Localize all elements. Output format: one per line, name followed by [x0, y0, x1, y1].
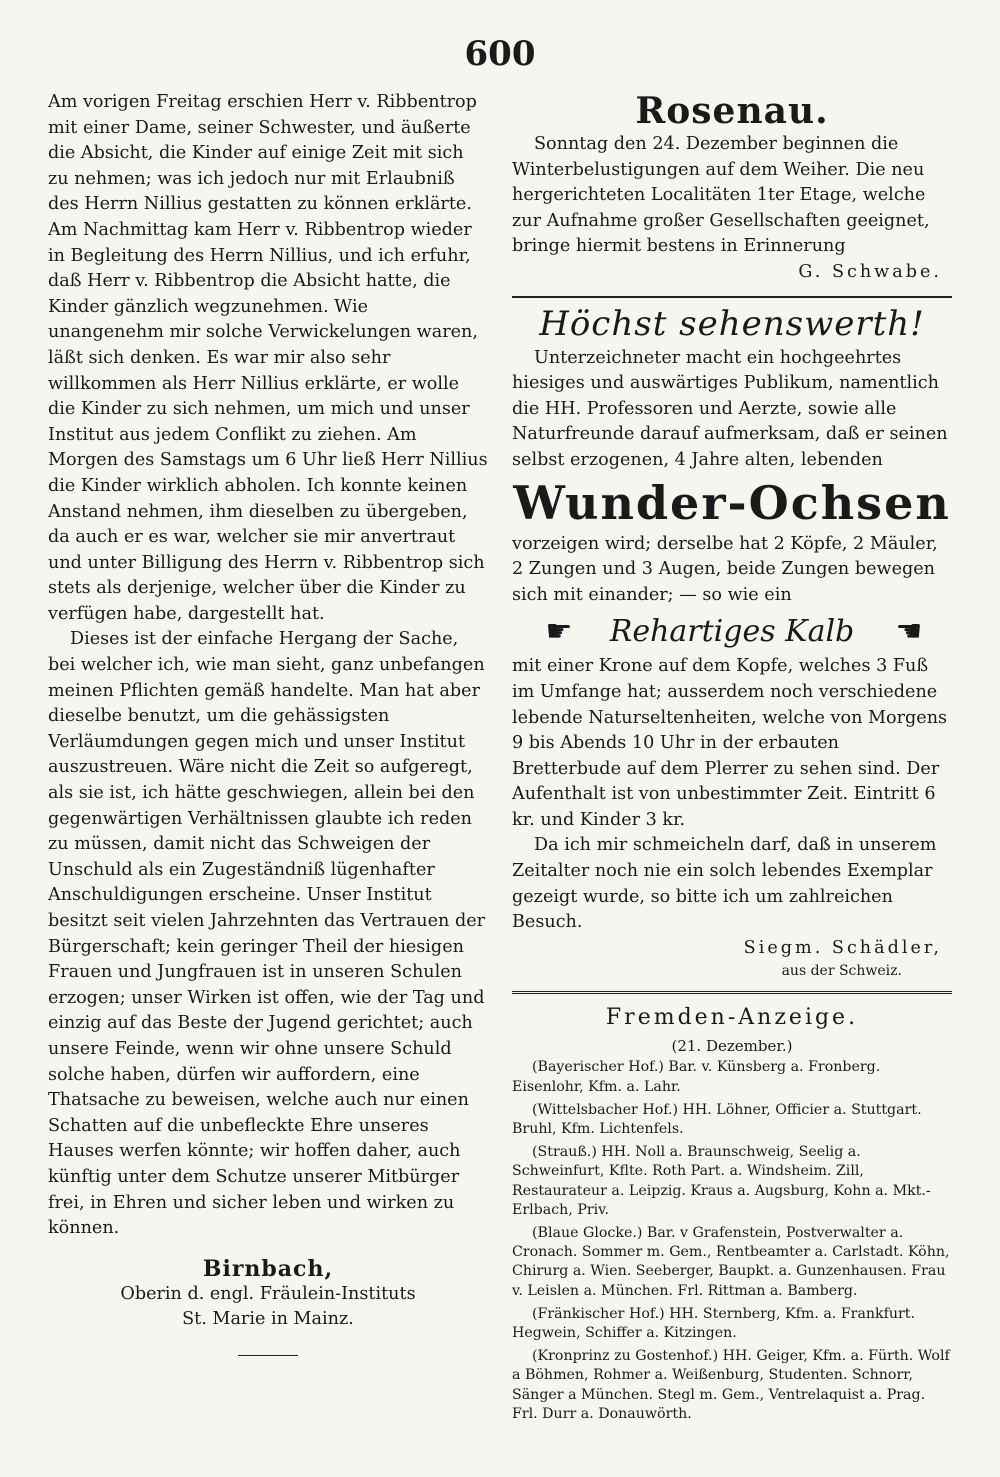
signature-place: St. Marie in Mainz. [182, 1309, 354, 1330]
wonder-ox-title: Wunder-Ochsen [513, 475, 951, 530]
list-item: (Wittelsbacher Hof.) HH. Löhner, Officier a. Stuttgart. Bruhl, Kfm. Lichtenfels. [512, 1101, 922, 1138]
exhibit-signature: Siegm. Schädler, [743, 937, 942, 958]
exhibit-title: Höchst sehenswerth! [539, 303, 925, 344]
calf-title: Rehartiges Kalb [609, 613, 855, 649]
right-column [512, 90, 952, 1428]
foreign-notice-date: (21. Dezember.) [671, 1037, 793, 1056]
rosenau-text: Sonntag den 24. Dezember beginnen die Winterbelustigungen auf dem Weiher. Die neu hergerichteten Localitäten 1ter Etage, welche zur Aufnahme großer Gesellschaften geeignet, bringe hiermit bestens in Erinnerung [512, 134, 930, 257]
list-item: (Blaue Glocke.) Bar. v Grafenstein, Postverwalter a. Cronach. Sommer m. Gem., Rentbeamter a. Carlstadt. Köhn, Chirurg a. Wien. Seeberger, Baupkt. a. Gunzenhausen. Frau v. Leislen a. München. Frl. Rittman a. Bamberg. [512, 1225, 950, 1299]
article-paragraph-2: Dieses ist der einfache Hergang der Sache, bei welcher ich, wie man sieht, ganz unbefangen meinen Pflichten gemäß handelte. Man hat aber dieselbe benutzt, um die gehässigsten Verläumdungen gegen mich und unser Institut auszustreuen. Wäre nicht die Zeit so aufgeregt, als sie ist, ich hätte geschwiegen, allein bei den gegenwärtigen Verhältnissen glaubte ich reden zu müssen, damit nicht das Schweigen der Unschuld als ein Zugeständniß lügenhafter Anschuldigungen erscheine. Unser Institut besitzt seit vielen Jahrzehnten das Vertrauen der Bürgerschaft; kein geringer Theil der hiesigen Frauen und Jungfrauen ist in unseren Schulen erzogen; unser Wirken ist offen, wie der Tag und einzig auf das Beste der Jugend gerichtet; auch unsere Feinde, wenn wir ohne unsere Schuld solche haben, dürfen wir auffordern, eine Thatsache zu beweisen, welche auch nur einen Schatten auf die unbefleckte Ehre unseres Hauses werfen könnte; wir hoffen daher, auch künftig unter dem Schutze unserer Mitbürger frei, in Ehren und sicher leben und wirken zu können. [48, 629, 486, 1239]
foreign-notice-title: Fremden-Anzeige. [605, 1005, 859, 1031]
list-item: (Bayerischer Hof.) Bar. v. Künsberg a. Fronberg. Eisenlohr, Kfm. a. Lahr. [512, 1059, 881, 1095]
list-item: (Fränkischer Hof.) HH. Sternberg, Kfm. a. Frankfurt. Hegwein, Schiffer a. Kitzingen. [512, 1305, 916, 1342]
exhibit-signature-note: aus der Schweiz. [781, 963, 902, 980]
page-number: 600 [464, 34, 536, 74]
exhibit-text-1: Unterzeichneter macht ein hochgeehrtes hiesiges und auswärtiges Publikum, namentlich die HH. Professoren und Aerzte, sowie alle Naturfreunde darauf aufmerksam, daß er seinen selbst erzogenen, 4 Jahre alten, lebenden [512, 347, 948, 470]
article-body [48, 90, 488, 1242]
divider-2 [512, 991, 952, 994]
calf-heading [512, 608, 952, 654]
article-signature [48, 1256, 488, 1356]
foreign-notice-list [512, 1058, 952, 1424]
list-item: (Strauß.) HH. Noll a. Braunschweig, Seelig a. Schweinfurt, Kfltе. Roth Part. a. Windsheim. Zill, Restaurateur a. Leipzig. Kraus a. Augsburg, Kohn a. Mkt.-Erlbach, Priv. [512, 1144, 931, 1218]
pointing-hand-right-icon: ☛ [545, 613, 569, 649]
exhibit-text-2: vorzeigen wird; derselbe hat 2 Köpfe, 2 Mäuler, 2 Zungen und 3 Augen, beide Zungen bewegen sich mit einander; — so wie ein [512, 533, 938, 605]
exhibit-text-4: Da ich mir schmeicheln darf, daß in unserem Zeitalter noch nie ein solch lebendes Exemplar gezeigt wurde, so bitte ich um zahlreichen Besuch. [512, 835, 937, 933]
rosenau-title: Rosenau. [635, 90, 829, 132]
signature-name: Birnbach, [202, 1255, 334, 1282]
pointing-hand-left-icon: ☚ [895, 613, 919, 649]
closing-rule [238, 1355, 298, 1356]
exhibit-text-3: mit einer Krone auf dem Kopfe, welches 3 Fuß im Umfange hat; ausserdem noch verschiedene lebende Naturseltenheiten, welche von Morgens 9 bis Abends 10 Uhr in der erbauten Bretterbude auf dem Plerrer zu sehen sind. Der Aufenthalt ist von unbestimmter Zeit. Eintritt 6 kr. und Kinder 3 kr. [512, 656, 948, 830]
signature-title: Oberin d. engl. Fräulein-Instituts [120, 1283, 416, 1304]
rosenau-signature: G. Schwabe. [798, 261, 942, 282]
left-column [48, 90, 488, 1356]
list-item: (Kronprinz zu Gostenhof.) HH. Geiger, Kfm. a. Fürth. Wolf a Böhmen, Rohmer a. Weißenburg, Studenten. Schnorr, Sänger a München. Stegl m. Gem., Ventrelaquist a. Prag. Frl. Durr a. Donauwörth. [512, 1348, 950, 1422]
article-paragraph-1: Am vorigen Freitag erschien Herr v. Ribbentrop mit einer Dame, seiner Schwester, und äußerte die Absicht, die Kinder auf einige Zeit mit sich zu nehmen; was ich jedoch nur mit Erlaubniß des Herrn Nillius gestatten zu können erklärte. Am Nachmittag kam Herr v. Ribbentrop wieder in Begleitung des Herrn Nillius, und ich erfuhr, daß Herr v. Ribbentrop die Absicht hatte, die Kinder gänzlich wegzunehmen. Wie unangenehm mir solche Verwickelungen waren, läßt sich denken. Es war mir also sehr willkommen als Herr Nillius erklärte, er wolle die Kinder zu sich nehmen, um mich und unser Institut aus jedem Conflikt zu ziehen. Am Morgen des Samstags um 6 Uhr ließ Herr Nillius die Kinder wirklich abholen. Ich konnte keinen Anstand nehmen, ihm dieselben zu übergeben, da auch er es war, welcher sie mir anvertraut und unter Billigung des Herrn v. Ribbentrop sich stets als derjenige, welcher über die Kinder zu verfügen habe, dargestellt hat. [48, 92, 488, 624]
divider-1 [512, 296, 952, 298]
